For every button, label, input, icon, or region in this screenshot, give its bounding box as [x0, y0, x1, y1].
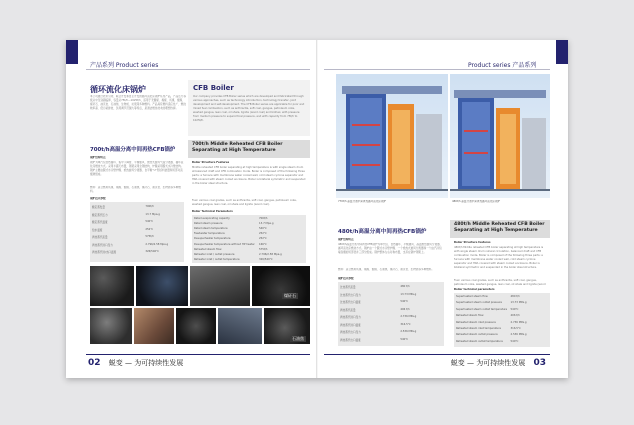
left-header: 产品系列 Product series [90, 62, 159, 69]
param-label: Rated steam pressure [194, 222, 223, 226]
section-700-en: 700t/h Middle Reheated CFB Boiler Separating at High Temperature [192, 142, 283, 153]
param-value: 326/540℃ [258, 257, 273, 261]
param-value: 540℃ [510, 339, 519, 343]
boiler-770-drawing [336, 74, 448, 198]
en-title: CFB Boiler [193, 84, 234, 92]
param-value: 252℃ [258, 237, 267, 241]
left-footer [88, 358, 183, 368]
boiler-480-drawing [450, 74, 550, 198]
caption-770: 770t/h 高温分离中间再热循环流化床锅炉 [338, 200, 387, 203]
r-params-zh-head: 锅炉技术参数 [338, 277, 354, 280]
param-label: 再热蒸汽进口温度 [340, 323, 361, 327]
coal-photo-1 [90, 266, 134, 306]
param-value: 2.536 MPa.g [400, 330, 417, 333]
param-label: Reheated steam flow [194, 247, 222, 251]
param-label: 再热蒸汽流量 [92, 236, 108, 239]
params-en-head: Boiler Technical Parameters [192, 210, 233, 213]
boiler-480-illustration [450, 74, 550, 198]
param-label: Feedwater temperature [194, 232, 225, 236]
param-label: Rated evaporating capacity [194, 217, 230, 220]
section-480-zh: 480t/h高温分离中间再热CFB锅炉 [338, 229, 427, 235]
boiler-770-illustration [336, 74, 448, 198]
param-value: 540℃ [258, 227, 267, 231]
param-value: 406 t/h [400, 307, 410, 311]
param-value: 13.7 Mpa.g [145, 212, 160, 216]
param-label: 再热蒸汽进/出口温度 [92, 251, 117, 254]
param-value: 575t/h [258, 247, 268, 251]
zh-intro: 本公司通过技术引进、联合开发和自主开发的循环流化床锅炉系列产品，产品压力等级从中压到超临界，容量从75t/h—1025t/h，适用于无烟煤、褐煤、贫煤、烟煤、煤矸石、油页岩、石油焦、生物质、垃圾等多种燃料。产品具有燃料适应性广、燃烧效率高、低污染排放、负荷调节范围大等特点，是清洁燃烧技术的理想选择。 [90, 95, 186, 110]
param-label: Desuperheater temperature without HP heater [194, 242, 255, 246]
page-number-left: 02 [88, 358, 101, 368]
param-label: Reheated steam outlet pressure [456, 333, 498, 337]
param-label: 过热蒸汽出口温度 [340, 301, 361, 304]
r-struct-en-head: Boiler Structure features [454, 241, 491, 244]
param-label: Superheated steam outlet pressure [456, 301, 502, 305]
param-value: 252℃ [145, 227, 154, 231]
right-footer-rule [324, 354, 550, 355]
spine [316, 40, 318, 378]
caption-480: 480t/h 高温分离中间再热循环流化床锅炉 [452, 200, 501, 203]
param-label: Superheated steam flow [456, 295, 488, 298]
param-label: 给水温度 [92, 228, 103, 232]
struct-zh-text: 锅炉为单汽包自然循环、集中下降管、平衡通风、绝热式旋风气固分离器、循环流化床燃烧方式。采用半露天布置，钢架采用全钢结构，炉膛采用膜式水冷壁结构。锅炉主要由膜式水冷壁炉膛、绝热旋风分离器、自平衡“U”形返料装置和尾部对流烟道组成。 [90, 161, 184, 176]
param-label: 额定蒸发量 [92, 206, 105, 209]
fuel-en: Fuel: various coal grades, such as anthracite, soft coal, gangue, petroleum coke, washed gangue, lean coal, oil shale and lignite (wood coal). [192, 199, 297, 206]
left-accent-bar [66, 40, 78, 64]
section-480-en: 480t/h Middle Reheated CFB Boiler Separating at High Temperature [454, 222, 545, 233]
coal-photo-7 [218, 308, 262, 344]
param-value: 406 t/h [510, 314, 520, 318]
struct-en-head: Boiler Structure Features [192, 161, 230, 164]
param-value: 166℃ [258, 242, 267, 246]
param-label: 再热蒸汽出口压力 [340, 331, 361, 334]
param-value: 540℃ [145, 220, 154, 223]
photo-label-petcoke: 石油焦 [292, 336, 304, 341]
param-value: 252℃ [258, 232, 267, 236]
left-footer-slogan: 蜕变 — 为可持续性发展 [108, 359, 184, 367]
param-label: Reheated steam inlet temperature [456, 327, 501, 330]
param-value: 316.5℃ [400, 322, 411, 326]
param-value: 700t/h [258, 217, 268, 220]
coal-photo-6 [176, 308, 216, 344]
right-footer [451, 358, 546, 368]
param-label: 再热蒸汽流量 [340, 308, 356, 312]
param-label: Reheated steam flow [456, 314, 484, 318]
param-value: 540℃ [400, 300, 409, 303]
param-value: 2.796/2.58 Mpa.g [145, 242, 169, 246]
param-label: 再热蒸汽进口压力 [340, 316, 361, 319]
coal-photo-5 [90, 308, 132, 344]
r-fuel-en: Fuel: various coal grades, such as anthracite, soft coal, gangue, petroleum coke, washed gangue, lean coal, oil shale and lignite (wood [454, 279, 546, 286]
zh-title: 循环流化床锅炉 [90, 85, 146, 94]
right-footer-slogan: 蜕变 — 为可持续性发展 [450, 359, 526, 367]
param-value: 13.73 MPa.g [510, 301, 527, 305]
coal-photo-4 [252, 266, 310, 306]
param-label: Rated steam temperature [194, 227, 228, 231]
param-value: 480 t/h [510, 295, 520, 298]
section-700-zh: 700t/h高温分离中间再热CFB锅炉 [90, 147, 176, 153]
gangue-photo [134, 308, 174, 344]
en-intro: Our company provides CFB Boiler series which are developed and fabricated through various approaches, such as technology introduction, technology transfer, joint development and self-development. The CFB Boiler series are applicable for poor and mixed fuel combustion, such as anthracite, soft coal, gangue, petroleum coke, washed gangue, lean coal, oil shale, lignite (wood coal) and biofuel, with pressure from medium pressure to supercritical pressure, and with capacity from 75t/h to 1025t/h. [193, 95, 305, 122]
param-value: 316.5℃ [510, 327, 521, 330]
param-label: Reheated steam inlet pressure [456, 320, 496, 324]
right-accent-bar [556, 40, 568, 64]
fuel-zh: 燃料：适合燃用贫煤、褐煤、烟煤、石油焦、煤矸石、油页岩、生物质等多种燃料。 [90, 186, 181, 193]
param-value: 480 t/h [400, 285, 410, 288]
r-struct-zh-text: 480t/h高温分离中间再热CFB锅炉为单汽包、自然循环、平衡通风、高温绝热旋风分离器、循环流化床燃烧方式。锅炉由一个膜式水冷壁炉膛、一个绝热式旋风分离器和一个由汽冷包墙包覆的尾部竖井三部分组成。锅炉整体左右对称布置，支吊在锅炉钢架上。 [338, 243, 443, 254]
param-label: Reheated steam outlet temperature [456, 339, 503, 343]
brochure-spread [66, 40, 568, 378]
r-fuel-zh: 燃料：适合燃用贫煤、褐煤、烟煤、石油焦、煤矸石、油页岩、生物质等多种燃料。 [338, 268, 434, 271]
param-value: 700t/h [145, 205, 154, 208]
param-value: 2.536 MPa.g [510, 333, 527, 337]
param-value: 540℃ [400, 337, 409, 341]
page-number-right: 03 [533, 358, 546, 368]
param-label: Superheated steam outlet temperature [456, 307, 508, 311]
param-label: 再热蒸汽出口温度 [340, 338, 361, 342]
left-header-rule [86, 69, 310, 70]
param-value: 540℃ [510, 307, 519, 311]
param-label: Reheater inlet / outlet pressure [194, 252, 235, 256]
r-struct-zh-head: 锅炉结构特点 [338, 238, 354, 241]
right-header-rule [324, 69, 550, 70]
struct-zh-head: 锅炉结构特点 [90, 156, 106, 159]
r-params-en-head: Boiler technical parameters [454, 288, 495, 291]
param-label: 再热蒸汽进口压力 [92, 243, 113, 247]
coal-photo-2 [136, 266, 188, 306]
struct-en-text: Middle reheated CFB boiler separating at high temperature is with single steam drum at balanced draft and CFB combustion mode. Boiler is composed of the following three parts: a furnace with membrane water cooled wall, cold steam cyclone separator and HRA covered with steam cooled enclosure. Boiler is bilateral symmetric and suspended in the boiler steel structure. [192, 166, 306, 185]
param-label: 额定蒸汽温度 [92, 221, 108, 224]
param-label: Desuperheater temperature [194, 237, 231, 241]
params-zh-head: 锅炉技术参数 [90, 197, 106, 200]
param-value: 326/540℃ [145, 250, 160, 253]
photo-label-gangue: 煤矸石 [284, 293, 296, 298]
param-value: 2.736 MPa.g [400, 315, 417, 318]
param-value: 575t/h [145, 235, 154, 238]
coal-photo-3 [190, 266, 250, 306]
param-label: Reheater inlet / outlet temperature [194, 257, 240, 261]
param-value: 13.73 MPa.g [400, 292, 417, 296]
param-value: 2.796/2.58 Mpa.g [258, 252, 282, 256]
param-label: 额定蒸汽压力 [92, 213, 108, 217]
left-footer-rule [86, 354, 310, 355]
right-header: Product series 产品系列 [468, 62, 537, 69]
r-struct-en-text: 480t/h Middle reheated CFB boiler separating at high temperature is with single steam drum natural circulation, balanced draft and CFB combustion mode. Boiler is composed of the following three parts: a furnace with membrane water cooled wall, cold steam cyclone separator and HRA covered with steam cooled enclosure. Boiler is bilateral symmetric and suspended in the boiler steel structure. [454, 246, 544, 269]
param-value: 2.736 MPa.g [510, 320, 527, 324]
param-label: 过热蒸汽出口压力 [340, 293, 361, 297]
param-value: 13.7 Mpa.g [258, 222, 274, 226]
param-label: 过热蒸汽流量 [340, 286, 356, 289]
